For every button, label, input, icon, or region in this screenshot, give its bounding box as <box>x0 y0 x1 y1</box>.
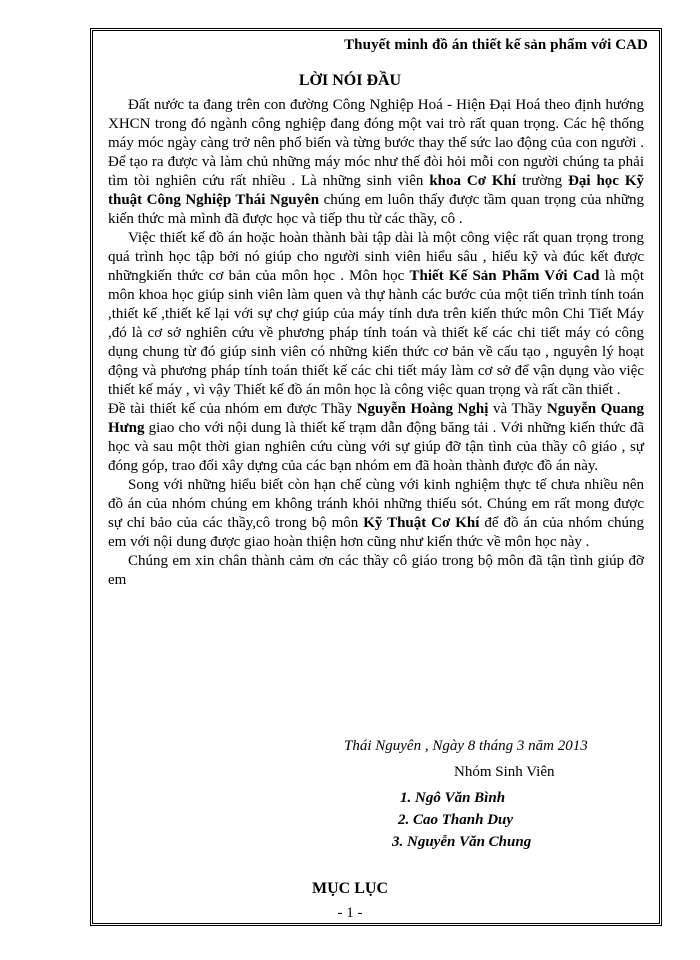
paragraph-text: Đất nước ta đang trên con đường Công Nghiệp Hoá - Hiện Đại Hoá theo định hướng XHCN trong đó ngành công nghiệp đang đóng một vai trò rất quan trọng. Các hệ thống máy móc ngày càng trở nên phổ biến và từng bước thay thế sức lao động của con người . Để tạo ra được và làm chủ những máy móc như thế đòi hỏi mỗi con người chúng ta phải tìm tòi nghiên cứu rất nhiều . Là những sinh viên <box>108 97 644 189</box>
university-name: Đại học Kỹ thuật Công Nghiệp Thái Nguyên <box>108 173 644 208</box>
toc-title: MỤC LỤC <box>312 880 388 897</box>
member-name: 1. Ngô Văn Bình <box>400 790 506 806</box>
paragraph-text: Song với những hiểu biết còn hạn chế cùng với kinh nghiệm thực tế chưa nhiều nên đồ án của nhóm chúng em không tránh khỏi những thiếu sót. Chúng em rất mong được sự chỉ bảo của các thầy,cô trong bộ môn <box>108 477 644 531</box>
faculty-name: khoa Cơ Khí <box>429 173 517 189</box>
paragraph-limitations <box>108 476 644 552</box>
body-text <box>108 96 644 590</box>
paragraph-thanks: Chúng em xin chân thành cảm ơn các thầy cô giáo trong bộ môn đã tận tình giúp đỡ em <box>108 553 644 588</box>
signature-group: Nhóm Sinh Viên <box>454 764 555 780</box>
running-header: Thuyết minh đồ án thiết kế sản phẩm với CAD <box>344 37 648 53</box>
page-number: - 1 - <box>337 905 363 921</box>
advisor-name: Nguyễn Hoàng Nghị <box>356 401 489 417</box>
paragraph-course <box>108 229 644 400</box>
paragraph-text: giao cho với nội dung là thiết kế trạm dẫn động băng tải . Với những kiến thức đã học và sau một thời gian nghiên cứu cùng với sự giúp đỡ tận tình của thầy cô giáo , sự đóng góp, trao đổi xây dựng của các bạn nhóm em đã hoàn thành được đồ án này. <box>108 420 644 474</box>
signature-date: Thái Nguyên , Ngày 8 tháng 3 năm 2013 <box>344 738 588 754</box>
paragraph-text: để đồ án của nhóm chúng em với nội dung được giao hoàn thiện hơn cũng như kiến thức về môn học này . <box>108 515 644 550</box>
paragraph-intro <box>108 96 644 229</box>
page-title: LỜI NÓI ĐẦU <box>298 72 402 89</box>
paragraph-topic <box>108 400 644 476</box>
paragraph-text: Đề tài thiết kế của nhóm em được Thầy <box>108 401 357 417</box>
paragraph-text: là một môn khoa học giúp sinh viên làm quen và thự hành các bước của một tiến trình tính toán ,thiết kế ,thiết kế lại với sự chợ giúp của máy tính dưa trên kiến thức môn Chi Tiết Máy ,đó là cơ sở nghiên cứu về phương pháp tính toán và thiết kế các chi tiết máy có công dụng chung từ đó giúp sinh viên có những kiến thức cơ bản về cấu tạo , nguyên lý hoạt động và phương pháp tính toán thiết kế các chi tiết máy làm cơ sở để vận dụng vào việc thiết kế máy , vì vậy Thiết kế đồ án môn học là công việc quan trọng và rất cần thiết . <box>108 268 644 398</box>
member-name: 2. Cao Thanh Duy <box>398 812 514 828</box>
advisor-name: Nguyễn Quang Hưng <box>108 401 645 436</box>
paragraph-text: và Thầy <box>488 401 547 417</box>
course-name: Thiết Kế Sản Phẩm Với Cad <box>409 268 600 284</box>
paragraph-text: Việc thiết kế đồ án hoặc hoàn thành bài tập dài là một công việc rất quan trọng trong quá trình học tập bởi nó giúp cho người sinh viên hiểu sâu , hiểu kỹ và đúc kết được nhữngkiến thức cơ bản của môn học . Môn học <box>108 230 644 284</box>
paragraph-text: trường <box>516 173 569 189</box>
paragraph-text: chúng em luôn thấy được tầm quan trọng của những kiến thức mà mình đã được học và tiếp thu từ các thầy, cô . <box>108 192 644 227</box>
member-name: 3. Nguyễn Văn Chung <box>392 834 532 850</box>
department-name: Kỹ Thuật Cơ Khí <box>363 515 480 531</box>
